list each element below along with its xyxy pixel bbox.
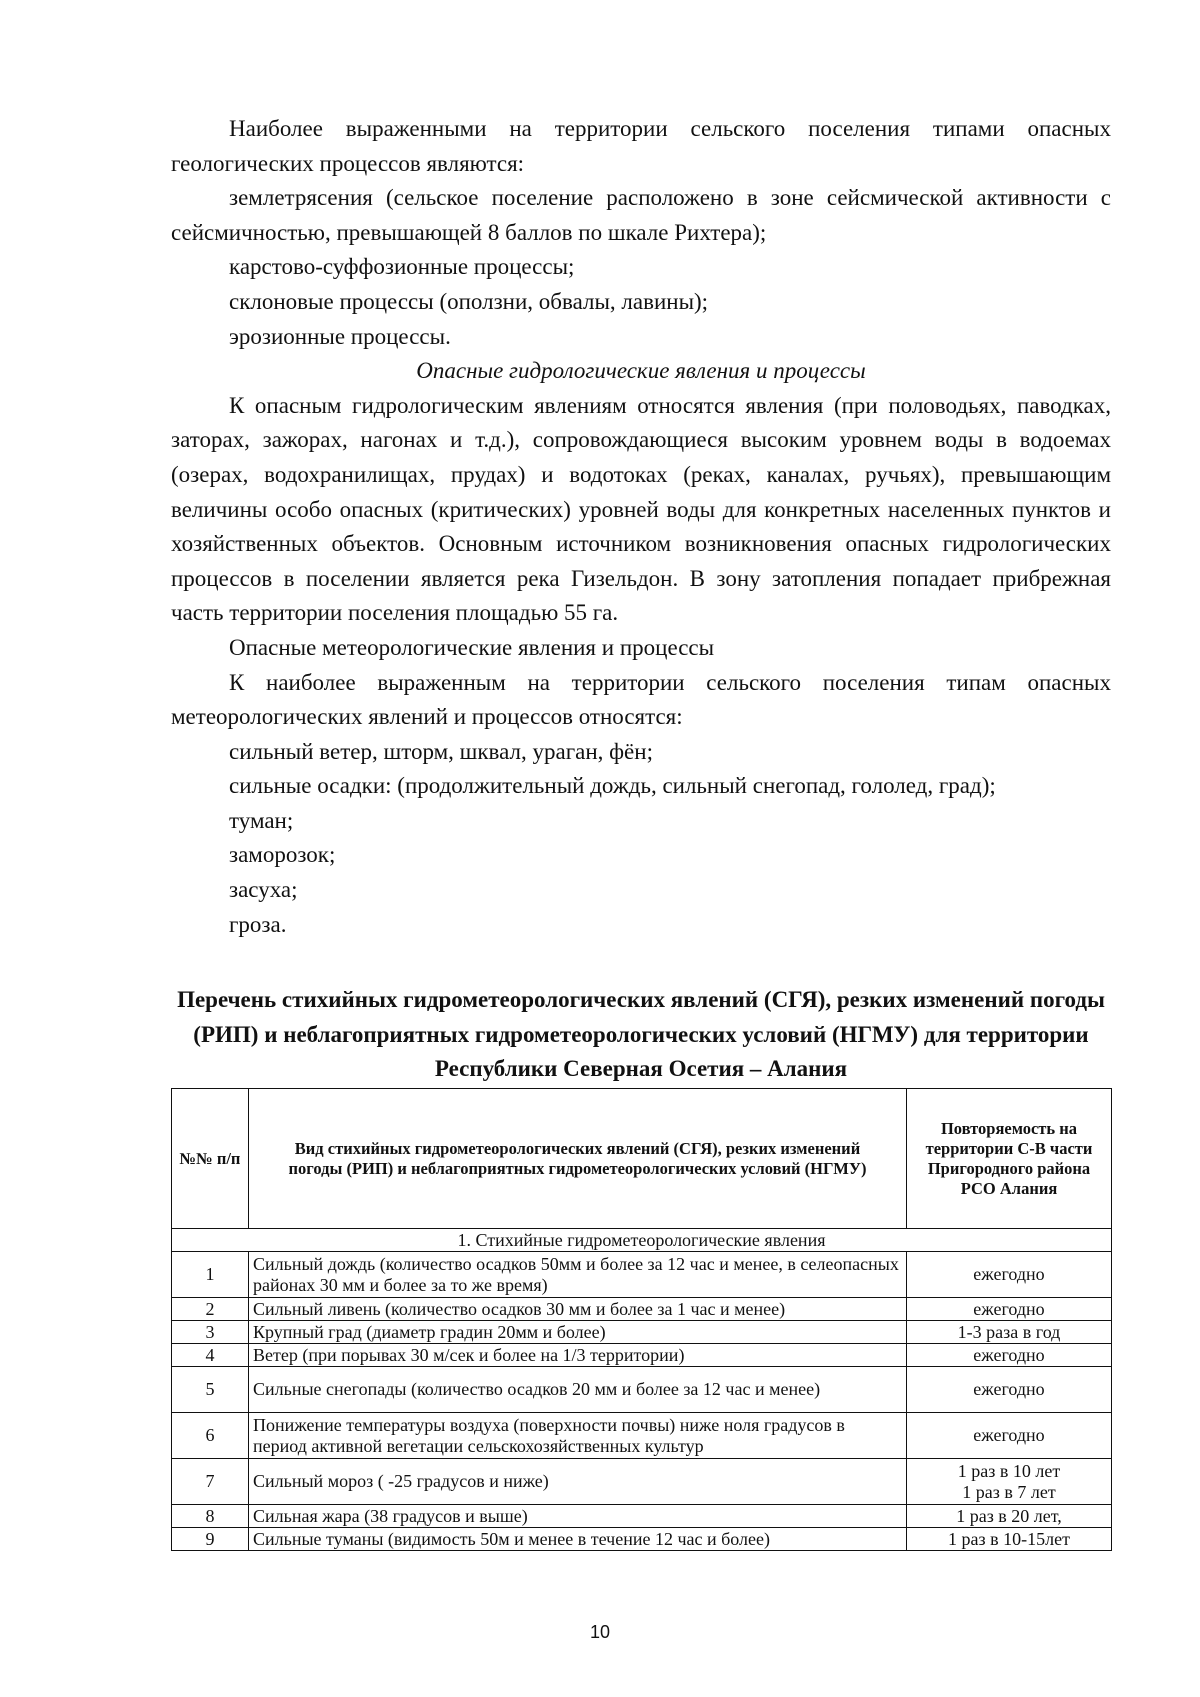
subheading-hydrology: Опасные гидрологические явления и процессы: [416, 358, 866, 384]
row-frequency: ежегодно: [907, 1298, 1112, 1321]
row-description: Сильные снегопады (количество осадков 20 мм и более за 12 час и менее): [249, 1367, 907, 1413]
list-item-erosion: эрозионные процессы.: [229, 323, 451, 349]
row-number: 3: [172, 1321, 249, 1344]
list-item-fog: туман;: [229, 807, 294, 833]
paragraph-hydrology: К опасным гидрологическим явлениям относятся явления (при половодьях, паводках, заторах, зажорах, нагонах и т.д.), сопровождающиеся высоким уровнем воды в водоемах (озерах, водохранилищах, прудах) и водотоках (реках, каналах, ручьях), превышающим величины особо опасных (критических) уровней воды для конкретных населенных пунктов и хозяйственных объектов. Основным источником возникновения опасных гидрологических процессов в поселении является река Гизельдон. В зону затопления попадает прибрежная часть территории поселения площадью 55 га.: [171, 392, 1111, 626]
paragraph-geology-intro: Наиболее выраженными на территории сельского поселения типами опасных геологических процессов являются:: [171, 116, 1111, 176]
section-title: 1. Стихийные гидрометеорологические явления: [172, 1229, 1112, 1252]
row-frequency: ежегодно: [907, 1367, 1112, 1413]
row-number: 4: [172, 1344, 249, 1367]
row-description: Сильные туманы (видимость 50м и менее в течение 12 час и более): [249, 1528, 907, 1551]
table-row: [172, 1505, 1112, 1528]
table-row: [172, 1413, 1112, 1459]
list-item-precipitation: сильные осадки: (продолжительный дождь, сильный снегопад, гололед, град);: [229, 773, 996, 799]
table-row: [172, 1459, 1112, 1505]
row-number: 5: [172, 1367, 249, 1413]
row-number: 8: [172, 1505, 249, 1528]
row-description: Сильный мороз ( -25 градусов и ниже): [249, 1459, 907, 1505]
body-text: [171, 112, 1111, 942]
table-row: [172, 1298, 1112, 1321]
row-frequency: ежегодно: [907, 1413, 1112, 1459]
table-row: [172, 1528, 1112, 1551]
header-number: №№ п/п: [172, 1089, 249, 1229]
row-frequency: [907, 1459, 1112, 1505]
row-number: 2: [172, 1298, 249, 1321]
row-frequency: ежегодно: [907, 1344, 1112, 1367]
row-description: Понижение температуры воздуха (поверхности почвы) ниже ноля градусов в период активной вегетации сельскохозяйственных культур: [249, 1413, 907, 1459]
row-frequency: 1-3 раза в год: [907, 1321, 1112, 1344]
table-row: [172, 1367, 1112, 1413]
row-description: Ветер (при порывах 30 м/сек и более на 1/3 территории): [249, 1344, 907, 1367]
paragraph-meteorology: К наиболее выраженным на территории сельского поселения типам опасных метеорологических явлений и процессов относятся:: [171, 669, 1111, 730]
hazards-table: [171, 1088, 1112, 1551]
page-number: 10: [589, 1622, 611, 1642]
subheading-meteorology: Опасные метеорологические явления и процессы: [229, 634, 715, 660]
header-description: Вид стихийных гидрометеорологических явлений (СГЯ), резких изменений погоды (РИП) и неблагоприятных гидрометеорологических условий (НГМУ): [249, 1089, 907, 1229]
section-row: [172, 1229, 1112, 1252]
row-number: 7: [172, 1459, 249, 1505]
table-row: [172, 1321, 1112, 1344]
row-frequency-line-1: 1 раз в 10 лет: [957, 1460, 1061, 1481]
row-frequency-line-2: 1 раз в 7 лет: [962, 1481, 1056, 1502]
row-number: 6: [172, 1413, 249, 1459]
row-frequency: 1 раз в 20 лет,: [907, 1505, 1112, 1528]
row-number: 9: [172, 1528, 249, 1551]
list-item-drought: засуха;: [229, 877, 298, 903]
table-row: [172, 1344, 1112, 1367]
list-item-thunderstorm: гроза.: [229, 911, 287, 937]
row-description: Сильный дождь (количество осадков 50мм и более за 12 час и менее, в селеопасных районах 30 мм и более за то же время): [249, 1252, 907, 1298]
table-row: [172, 1252, 1112, 1298]
table-header-row: [172, 1089, 1112, 1229]
row-frequency: 1 раз в 10-15лет: [907, 1528, 1112, 1551]
list-item-wind: сильный ветер, шторм, шквал, ураган, фён;: [229, 738, 653, 764]
header-frequency: Повторяемость на территории С-В части Пригородного района РСО Алания: [907, 1089, 1112, 1229]
row-description: Сильная жара (38 градусов и выше): [249, 1505, 907, 1528]
row-frequency: ежегодно: [907, 1252, 1112, 1298]
row-description: Сильный ливень (количество осадков 30 мм и более за 1 час и менее): [249, 1298, 907, 1321]
list-item-karst: карстово-суффозионные процессы;: [229, 254, 575, 280]
list-item-earthquakes: землетрясения (сельское поселение расположено в зоне сейсмической активности с сейсмичностью, превышающей 8 баллов по шкале Рихтера);: [171, 185, 1111, 245]
list-item-frost: заморозок;: [229, 842, 336, 868]
row-number: 1: [172, 1252, 249, 1298]
table-title: Перечень стихийных гидрометеорологических явлений (СГЯ), резких изменений погоды (РИП) и неблагоприятных гидрометеорологических условий (НГМУ) для территории Республики Северная Осетия – Алания: [177, 987, 1105, 1081]
list-item-slope: склоновые процессы (оползни, обвалы, лавины);: [229, 288, 709, 314]
row-description: Крупный град (диаметр градин 20мм и более): [249, 1321, 907, 1344]
